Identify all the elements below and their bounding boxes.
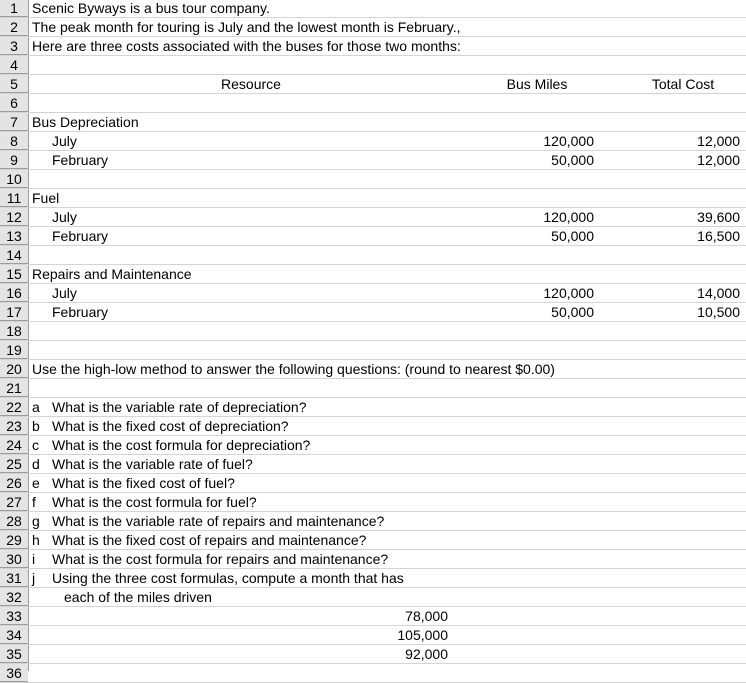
row-number[interactable]: 6 — [0, 94, 28, 112]
sheet-row[interactable] — [0, 607, 746, 626]
sheet-row[interactable] — [0, 284, 746, 303]
cell-bus-miles[interactable]: 120,000 — [543, 285, 594, 301]
cell-bus-miles[interactable]: 50,000 — [551, 152, 594, 168]
row-number[interactable]: 3 — [0, 37, 28, 55]
sheet-row[interactable] — [0, 132, 746, 151]
sheet-row[interactable] — [0, 75, 746, 94]
header-total-cost[interactable]: Total Cost — [651, 76, 715, 92]
cell-text[interactable]: h — [32, 532, 40, 548]
cell-total-cost[interactable]: 12,000 — [697, 152, 740, 168]
cell-total-cost[interactable]: 14,000 — [697, 285, 740, 301]
row-number[interactable]: 9 — [0, 151, 28, 169]
cell-miles-value[interactable]: 78,000 — [405, 608, 448, 624]
cell-text[interactable]: February — [52, 228, 109, 244]
cell-text[interactable]: What is the fixed cost of fuel? — [52, 475, 235, 491]
sheet-row[interactable] — [0, 189, 746, 208]
row-number[interactable]: 19 — [0, 341, 28, 359]
cell-bus-miles[interactable]: 50,000 — [551, 228, 594, 244]
row-number[interactable]: 27 — [0, 493, 28, 511]
sheet-row[interactable] — [0, 645, 746, 664]
sheet-row[interactable] — [0, 113, 746, 132]
row-number[interactable]: 31 — [0, 569, 28, 587]
sheet-row[interactable] — [0, 208, 746, 227]
row-number[interactable]: 20 — [0, 360, 28, 378]
cell-bus-miles[interactable]: 120,000 — [543, 133, 594, 149]
cell-total-cost[interactable]: 12,000 — [697, 133, 740, 149]
sheet-row[interactable] — [0, 151, 746, 170]
cell-miles-value[interactable]: 105,000 — [397, 627, 448, 643]
row-number[interactable]: 22 — [0, 398, 28, 416]
cell-text[interactable]: each of the miles driven — [64, 589, 212, 605]
cell-text[interactable]: What is the variable rate of fuel? — [52, 456, 253, 472]
sheet-row[interactable] — [0, 626, 746, 645]
cell-text[interactable]: February — [52, 152, 109, 168]
cell-text[interactable]: What is the cost formula for repairs and maintenance? — [52, 551, 389, 567]
cell-text[interactable]: e — [32, 475, 40, 491]
row-number[interactable]: 4 — [0, 56, 28, 74]
sheet-row[interactable] — [0, 436, 746, 455]
row-number[interactable]: 15 — [0, 265, 28, 283]
cell-text[interactable]: What is the variable rate of depreciation? — [52, 399, 307, 415]
row-number[interactable]: 16 — [0, 284, 28, 302]
header-resource[interactable]: Resource — [221, 76, 281, 92]
sheet-row[interactable] — [0, 56, 746, 75]
sheet-row[interactable] — [0, 417, 746, 436]
cell-text[interactable]: d — [32, 456, 40, 472]
cell-text[interactable]: a — [32, 399, 40, 415]
sheet-row[interactable] — [0, 246, 746, 265]
sheet-row[interactable] — [0, 37, 746, 56]
row-number[interactable]: 35 — [0, 645, 28, 663]
row-number[interactable]: 10 — [0, 170, 28, 188]
row-number[interactable]: 26 — [0, 474, 28, 492]
cell-text[interactable]: July — [52, 209, 77, 225]
cell-text[interactable]: Repairs and Maintenance — [32, 266, 192, 282]
row-number[interactable]: 23 — [0, 417, 28, 435]
sheet-row[interactable] — [0, 227, 746, 246]
sheet-row[interactable] — [0, 664, 746, 683]
cell-text[interactable]: July — [52, 285, 77, 301]
cell-text[interactable]: Scenic Byways is a bus tour company. — [32, 0, 270, 16]
row-number[interactable]: 30 — [0, 550, 28, 568]
sheet-row[interactable] — [0, 94, 746, 113]
row-number[interactable]: 28 — [0, 512, 28, 530]
cell-text[interactable]: b — [32, 418, 40, 434]
cell-text[interactable]: What is the variable rate of repairs and maintenance? — [52, 513, 385, 529]
cell-text[interactable]: The peak month for touring is July and the lowest month is February., — [32, 19, 461, 35]
sheet-row[interactable] — [0, 569, 746, 588]
sheet-row[interactable] — [0, 0, 746, 18]
row-number[interactable]: 14 — [0, 246, 28, 264]
cell-text[interactable]: f — [32, 494, 36, 510]
cell-text[interactable]: What is the fixed cost of depreciation? — [52, 418, 289, 434]
row-number[interactable]: 8 — [0, 132, 28, 150]
cell-bus-miles[interactable]: 50,000 — [551, 304, 594, 320]
cell-text[interactable]: c — [32, 437, 39, 453]
cell-text[interactable]: Using the three cost formulas, compute a month that has — [52, 570, 404, 586]
row-number[interactable]: 21 — [0, 379, 28, 397]
row-number[interactable]: 2 — [0, 18, 28, 36]
row-number[interactable]: 1 — [0, 0, 28, 17]
cell-text[interactable]: What is the cost formula for depreciation? — [52, 437, 311, 453]
sheet-row[interactable] — [0, 398, 746, 417]
cell-text[interactable]: Here are three costs associated with the buses for those two months: — [32, 38, 461, 54]
sheet-row[interactable] — [0, 588, 746, 607]
row-number[interactable]: 12 — [0, 208, 28, 226]
sheet-row[interactable] — [0, 18, 746, 37]
cell-text[interactable]: What is the cost formula for fuel? — [52, 494, 257, 510]
sheet-row[interactable] — [0, 550, 746, 569]
cell-text[interactable]: g — [32, 513, 40, 529]
cell-text[interactable]: Fuel — [32, 190, 60, 206]
sheet-row[interactable] — [0, 341, 746, 360]
row-number[interactable]: 13 — [0, 227, 28, 245]
row-number[interactable]: 18 — [0, 322, 28, 340]
row-number[interactable]: 25 — [0, 455, 28, 473]
row-number[interactable]: 32 — [0, 588, 28, 606]
cell-total-cost[interactable]: 10,500 — [697, 304, 740, 320]
cell-miles-value[interactable]: 92,000 — [405, 646, 448, 662]
sheet-row[interactable] — [0, 474, 746, 493]
sheet-row[interactable] — [0, 455, 746, 474]
row-number[interactable]: 11 — [0, 189, 28, 207]
row-number[interactable]: 24 — [0, 436, 28, 454]
sheet-row[interactable] — [0, 493, 746, 512]
cell-text[interactable]: Bus Depreciation — [32, 114, 139, 130]
cell-total-cost[interactable]: 39,600 — [697, 209, 740, 225]
cell-text[interactable]: Use the high-low method to answer the following questions: (round to nearest $0.00) — [32, 361, 555, 377]
header-bus-miles[interactable]: Bus Miles — [506, 76, 568, 92]
row-number[interactable]: 36 — [0, 664, 28, 682]
sheet-row[interactable] — [0, 322, 746, 341]
cell-total-cost[interactable]: 16,500 — [697, 228, 740, 244]
row-number[interactable]: 17 — [0, 303, 28, 321]
sheet-row[interactable] — [0, 512, 746, 531]
row-number[interactable]: 34 — [0, 626, 28, 644]
cell-text[interactable]: July — [52, 133, 77, 149]
sheet-row[interactable] — [0, 360, 746, 379]
cell-bus-miles[interactable]: 120,000 — [543, 209, 594, 225]
row-number[interactable]: 7 — [0, 113, 28, 131]
sheet-row[interactable] — [0, 531, 746, 550]
cell-text[interactable]: February — [52, 304, 109, 320]
cell-text[interactable]: j — [32, 570, 36, 586]
row-number[interactable]: 29 — [0, 531, 28, 549]
sheet-row[interactable] — [0, 303, 746, 322]
row-number[interactable]: 33 — [0, 607, 28, 625]
cell-text[interactable]: What is the fixed cost of repairs and maintenance? — [52, 532, 367, 548]
sheet-row[interactable] — [0, 265, 746, 284]
cell-text[interactable]: i — [32, 551, 36, 567]
sheet-row[interactable] — [0, 379, 746, 398]
sheet-row[interactable] — [0, 170, 746, 189]
row-number[interactable]: 5 — [0, 75, 28, 93]
